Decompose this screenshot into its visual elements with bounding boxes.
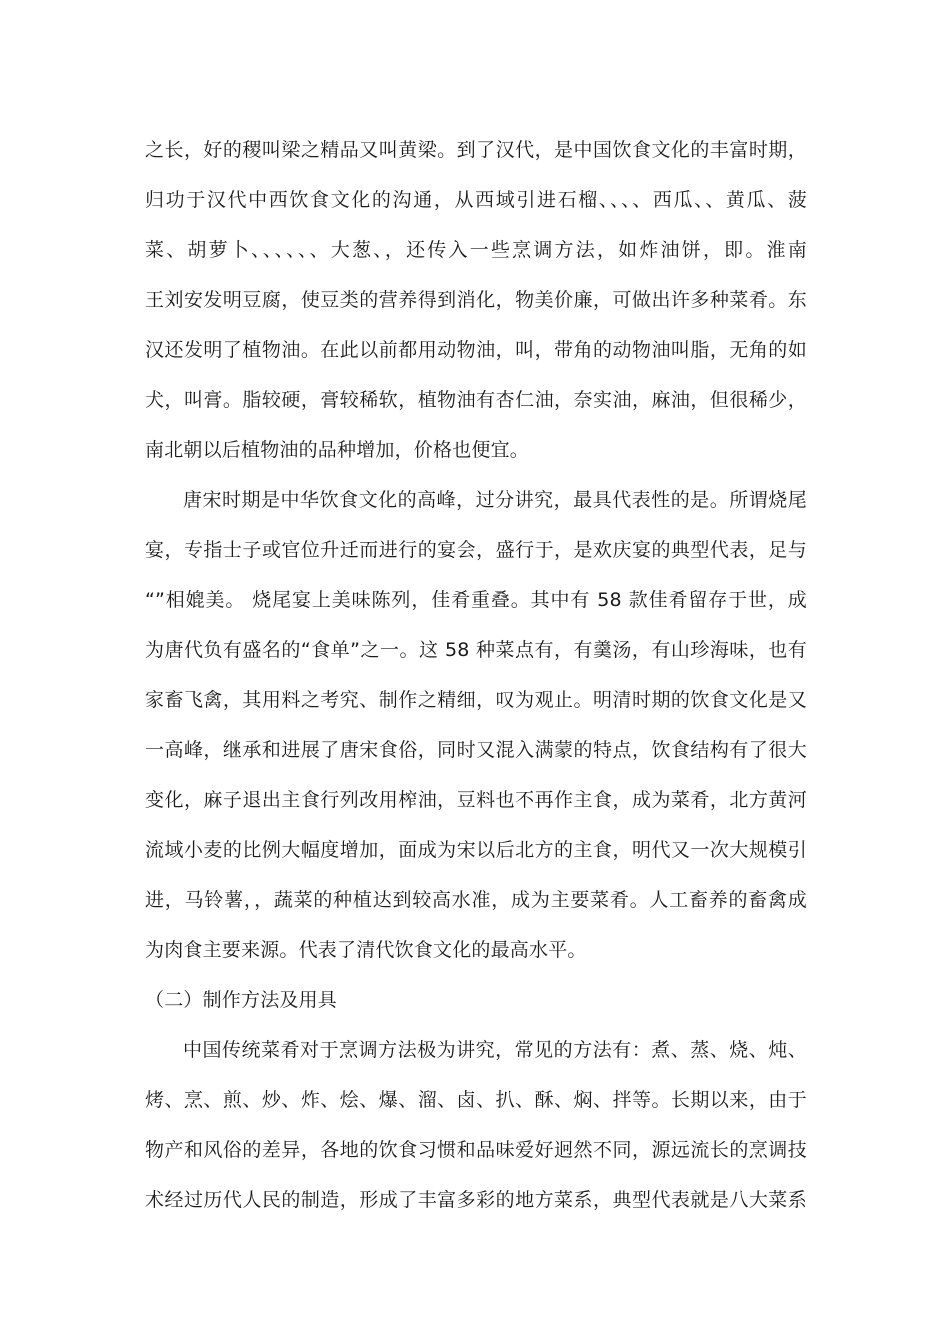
text-line: 家畜飞禽，其用料之考究、制作之精细，叹为观止。明清时期的饮食文化是又 — [145, 689, 807, 711]
text-line: “”相媲美。 烧尾宴上美味陈列，佳肴重叠。其中有 58 款佳肴留存于世，成 — [145, 589, 807, 611]
text-line: 犬，叫膏。脂较硬，膏较稀软，植物油有杏仁油，奈实油，麻油，但很稀少， — [145, 389, 807, 411]
text-line: 流域小麦的比例大幅度增加，面成为宋以后北方的主食，明代又一次大规模引 — [145, 839, 807, 861]
text-line: 中国传统菜肴对于烹调方法极为讲究，常见的方法有：煮、蒸、烧、炖、 — [183, 1039, 807, 1061]
text-line: 一高峰，继承和进展了唐宋食俗，同时又混入满蒙的特点，饮食结构有了很大 — [145, 739, 807, 761]
text-line: 之长，好的稷叫梁之精品又叫黄梁。到了汉代，是中国饮食文化的丰富时期， — [145, 139, 807, 161]
text-line: 王刘安发明豆腐，使豆类的营养得到消化，物美价廉，可做出许多种菜肴。东 — [145, 289, 807, 311]
text-line: 物产和风俗的差异，各地的饮食习惯和品味爱好迥然不同，源远流长的烹调技 — [145, 1139, 807, 1161]
text-line: 为唐代负有盛名的“食单”之一。这 58 种菜点有，有羹汤，有山珍海味，也有 — [145, 639, 807, 661]
text-line: 菜、胡萝卜、、、、、、大葱、，还传入一些烹调方法，如炸油饼，即。淮南 — [145, 239, 807, 261]
text-line: 术经过历代人民的制造，形成了丰富多彩的地方菜系，典型代表就是八大菜系 — [145, 1189, 807, 1211]
text-line: 汉还发明了植物油。在此以前都用动物油，叫，带角的动物油叫脂，无角的如 — [145, 339, 807, 361]
text-line: 变化，麻子退出主食行列改用榨油，豆料也不再作主食，成为菜肴，北方黄河 — [145, 789, 807, 811]
section-heading: （二）制作方法及用具 — [145, 989, 338, 1011]
text-line: 烤、烹、煎、炒、炸、烩、爆、溜、卤、扒、酥、焖、拌等。长期以来，由于 — [145, 1089, 807, 1111]
text-line: 宴，专指士子或官位升迁而进行的宴会，盛行于，是欢庆宴的典型代表，足与 — [145, 539, 807, 561]
text-line: 为肉食主要来源。代表了清代饮食文化的最高水平。 — [145, 939, 587, 961]
text-line: 进，马铃薯，，蔬菜的种植达到较高水准，成为主要菜肴。人工畜养的畜禽成 — [145, 889, 807, 911]
text-line: 归功于汉代中西饮食文化的沟通，从西域引进石榴、、、、西瓜、、黄瓜、菠 — [145, 189, 807, 211]
text-line: 南北朝以后植物油的品种增加，价格也便宜。 — [145, 439, 530, 461]
text-line: 唐宋时期是中华饮食文化的高峰，过分讲究，最具代表性的是。所谓烧尾 — [183, 489, 807, 511]
